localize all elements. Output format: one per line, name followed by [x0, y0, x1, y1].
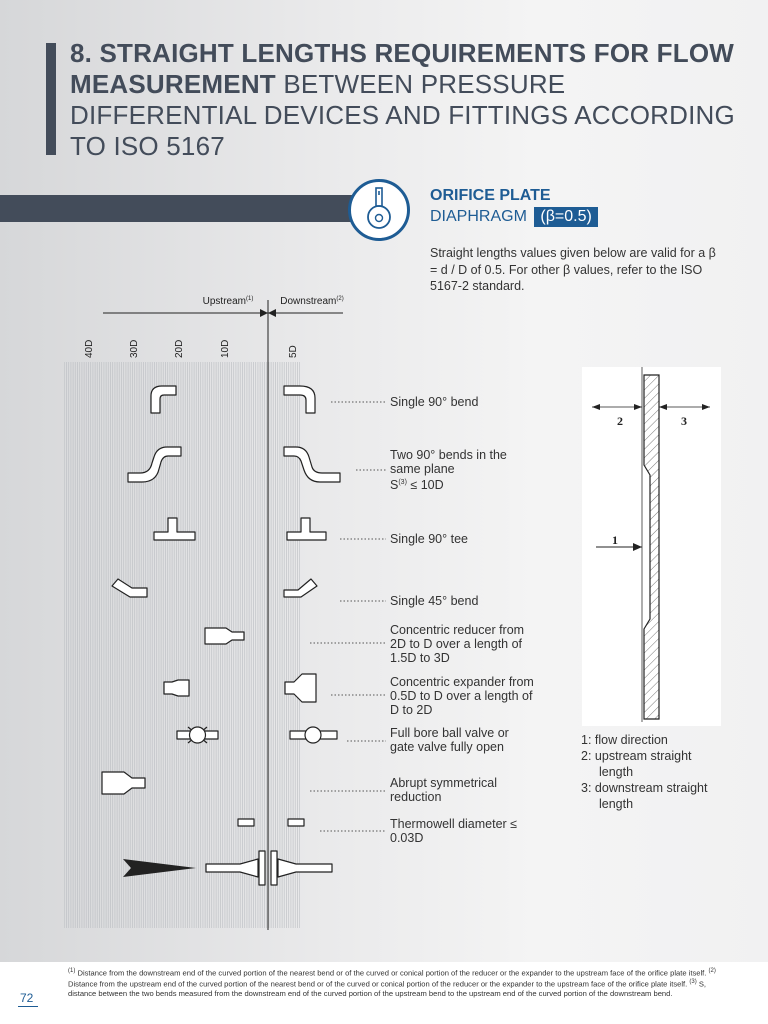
fitting-label-2-main: Two 90° bends in the same plane — [390, 448, 507, 476]
device-name: ORIFICE PLATE — [430, 187, 551, 204]
spacing-sup: (3) — [398, 479, 407, 486]
intro-text: Straight lengths values given below are valid for a β = d / D of 0.5. For other β values, refer to the ISO 5167-2 standard. — [430, 246, 716, 293]
downstream-label: Downstream$^{(2)}$ — [280, 296, 344, 307]
tick-10d: 10D — [220, 339, 231, 358]
valve-downstream-ball — [305, 727, 321, 743]
fitting-label-7: Full bore ball valve or gate valve fully open — [390, 726, 509, 754]
downstream-arrowhead — [268, 309, 276, 317]
callout-3: 3 — [681, 414, 687, 428]
flange-left — [259, 851, 265, 885]
subtitle-text: DIAPHRAGM — [430, 208, 527, 225]
title-accent-bar — [46, 43, 56, 155]
fitting-label-8: Abrupt symmetrical reduction — [390, 776, 497, 804]
tick-30d: 30D — [129, 339, 140, 358]
expander-upstream — [164, 680, 189, 696]
legend-item-2-cont: length — [599, 765, 634, 779]
thermowell-downstream — [288, 819, 304, 826]
footnotes: $^{(1)}$ Distance from the downstream end of the curved portion of the nearest bend or of the curved or conical portion of the reducer or the expander to the upstream face of the orifice plate itself. $^{(2)}$ Distance from the upstream end of the curved portion of the nearest bend or of the curved or conical portion of the reducer or the expander to the upstream face of the orifice plate itself. $^{(3)}$ S, distance between the two bends measured from the downstream end of the curved portion of the upstream bend to the upstream end of the curved portion of the downstream bend. — [68, 968, 716, 999]
legend-item-3-cont: length — [599, 797, 634, 811]
upstream-arrowhead — [260, 309, 268, 317]
upstream-label: Upstream$^{(1)}$ — [202, 296, 254, 307]
thermowell-upstream — [238, 819, 254, 826]
callout-2: 2 — [617, 414, 623, 428]
title-bold: 8. STRAIGHT LENGTHS REQUIREMENTS FOR FLOW MEASUREMENT — [70, 38, 734, 99]
title-normal: BETWEEN PRESSURE DIFFERENTIAL DEVICES AND FITTINGS ACCORDING TO ISO 5167 — [70, 69, 735, 161]
page-number: 72 — [20, 991, 34, 1005]
fitting-label-2 — [390, 448, 510, 492]
valve-upstream-ball — [190, 727, 206, 743]
spacing-s: S — [390, 478, 399, 493]
fitting-label-6: Concentric expander from 0.5D to D over a length of D to 2D — [390, 675, 534, 717]
legend-item-3: 3: downstream straight — [581, 781, 708, 795]
pipe-downstream — [278, 859, 332, 877]
tick-20d: 20D — [174, 339, 185, 358]
flange-right — [271, 851, 277, 885]
spacing-limit: ≤ 10D — [406, 478, 444, 493]
legend-item-2: 2: upstream straight — [581, 749, 692, 763]
device-subtitle — [430, 207, 598, 227]
section-band — [0, 195, 380, 222]
fitting-label-3: Single 90° tee — [390, 532, 468, 546]
fitting-label-4: Single 45° bend — [390, 594, 479, 608]
beta-badge: (β=0.5) — [534, 207, 597, 227]
legend-item-1: 1: flow direction — [581, 733, 668, 747]
page-title — [70, 38, 750, 162]
page-number-rule — [18, 1006, 38, 1007]
fitting-label-9: Thermowell diameter ≤ 0.03D — [390, 817, 518, 845]
orifice-plate-figure — [582, 367, 721, 726]
fittings-diagram — [0, 290, 580, 950]
orifice-plate-icon — [348, 179, 410, 241]
fitting-label-1: Single 90° bend — [390, 395, 479, 409]
figure-legend — [581, 732, 761, 812]
tick-5d: 5D — [288, 345, 299, 358]
callout-1: 1 — [612, 533, 618, 547]
tick-40d: 40D — [84, 339, 95, 358]
fitting-label-5: Concentric reducer from 2D to D over a length of 1.5D to 3D — [390, 623, 525, 665]
